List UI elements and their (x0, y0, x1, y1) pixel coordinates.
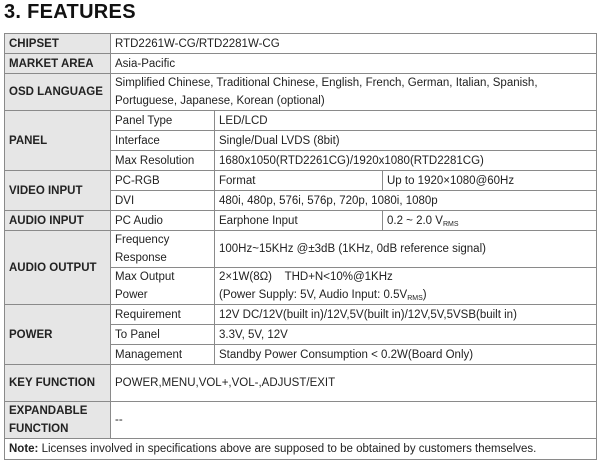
osd-language-label: OSD LANGUAGE (5, 74, 111, 111)
table-row-panel-type (5, 111, 597, 131)
table-row-osd-language (5, 74, 597, 111)
expandable-function-value: -- (111, 402, 597, 439)
panel-label: PANEL (5, 111, 111, 171)
interface-value: Single/Dual LVDS (8bit) (215, 131, 597, 151)
note-cell (5, 439, 597, 460)
panel-type-label: Panel Type (111, 111, 215, 131)
audio-input-level (383, 211, 597, 231)
table-row-note (5, 439, 597, 460)
note-text: Licenses involved in specifications above are supposed to be obtained by customers themselves. (38, 443, 537, 455)
management-label: Management (111, 345, 215, 365)
pc-audio-label: PC Audio (111, 211, 215, 231)
audio-input-level-unit: RMS (442, 220, 459, 228)
max-resolution-label: Max Resolution (111, 151, 215, 171)
format-value: Up to 1920×1080@60Hz (383, 171, 597, 191)
table-row-pc-rgb (5, 171, 597, 191)
dvi-value: 480i, 480p, 576i, 576p, 720p, 1080i, 1080p (215, 191, 597, 211)
panel-type-value: LED/LCD (215, 111, 597, 131)
table-row-key-function (5, 365, 597, 402)
frequency-response-value: 100Hz~15KHz @±3dB (1KHz, 0dB reference signal) (215, 231, 597, 268)
output-power-spec: 2×1W(8Ω) THD+N<10%@1KHz (219, 271, 393, 283)
max-output-power-label: Max Output Power (111, 268, 215, 305)
audio-input-label: AUDIO INPUT (5, 211, 111, 231)
power-supply-note-unit: RMS (407, 295, 423, 302)
table-row-audio-input (5, 211, 597, 231)
requirement-value: 12V DC/12V(built in)/12V,5V(built in)/12V,5V,5VSB(built in) (215, 305, 597, 325)
key-function-value: POWER,MENU,VOL+,VOL-,ADJUST/EXIT (111, 365, 597, 402)
section-title: 3. FEATURES (4, 1, 136, 23)
max-resolution-value: 1680x1050(RTD2261CG)/1920x1080(RTD2281CG) (215, 151, 597, 171)
requirement-label: Requirement (111, 305, 215, 325)
management-value: Standby Power Consumption < 0.2W(Board Only) (215, 345, 597, 365)
frequency-response-label: Frequency Response (111, 231, 215, 268)
features-table (4, 33, 597, 460)
audio-input-level-value: 0.2 ~ 2.0 V (387, 214, 443, 227)
table-row-market-area (5, 54, 597, 74)
chipset-label: CHIPSET (5, 34, 111, 54)
pc-rgb-label: PC-RGB (111, 171, 215, 191)
expandable-function-label: EXPANDABLE FUNCTION (5, 402, 111, 439)
table-row-requirement (5, 305, 597, 325)
table-row-chipset (5, 34, 597, 54)
interface-label: Interface (111, 131, 215, 151)
table-row-expandable-function (5, 402, 597, 439)
power-label: POWER (5, 305, 111, 365)
table-row-frequency-response (5, 231, 597, 268)
max-output-power-value (215, 268, 597, 305)
video-input-label: VIDEO INPUT (5, 171, 111, 211)
osd-language-value: Simplified Chinese, Traditional Chinese, English, French, German, Italian, Spanish, Portuguese, Japanese, Korean (optional) (111, 74, 597, 111)
dvi-label: DVI (111, 191, 215, 211)
chipset-value: RTD2261W-CG/RTD2281W-CG (111, 34, 597, 54)
earphone-input-label: Earphone Input (215, 211, 383, 231)
to-panel-label: To Panel (111, 325, 215, 345)
to-panel-value: 3.3V, 5V, 12V (215, 325, 597, 345)
power-supply-note (219, 286, 592, 304)
power-supply-note-close: ) (422, 289, 427, 301)
power-supply-note-text: (Power Supply: 5V, Audio Input: 0.5V (219, 289, 408, 301)
note-label: Note: (9, 443, 39, 455)
market-area-label: MARKET AREA (5, 54, 111, 74)
market-area-value: Asia-Pacific (111, 54, 597, 74)
format-label: Format (215, 171, 383, 191)
audio-output-label: AUDIO OUTPUT (5, 231, 111, 305)
key-function-label: KEY FUNCTION (5, 365, 111, 402)
